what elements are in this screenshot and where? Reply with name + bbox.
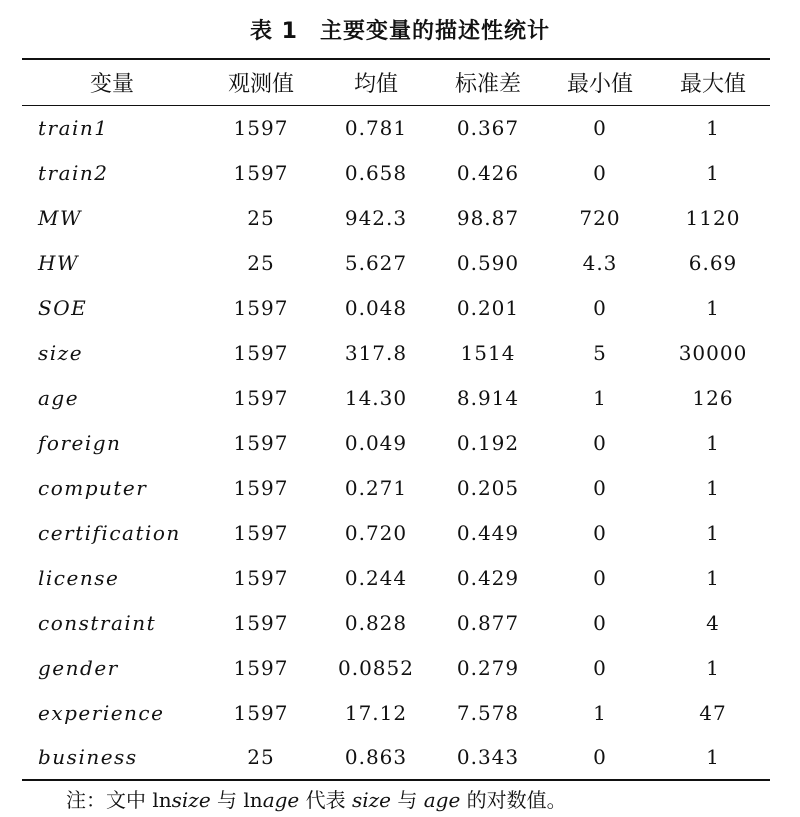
table-row: [22, 555, 770, 600]
table-row: [22, 510, 770, 555]
cell-observations: 1597: [233, 340, 289, 365]
cell-min: 0: [593, 115, 607, 140]
cell-max: 1: [706, 430, 720, 455]
header-variable: 变量: [22, 59, 202, 105]
table-row: [22, 195, 770, 240]
cell-max: 1: [706, 160, 720, 185]
cell-observations: 1597: [233, 610, 289, 635]
cell-max: 1: [706, 295, 720, 320]
cell-variable: computer: [38, 475, 148, 500]
cell-observations: 1597: [233, 160, 289, 185]
cell-std-dev: 0.201: [456, 295, 520, 320]
table-row: [22, 150, 770, 195]
table-footnote: [66, 784, 567, 813]
table-row: [22, 465, 770, 510]
cell-mean: 0.0852: [338, 655, 414, 680]
note-prefix: 注：文中 ln: [66, 788, 172, 812]
cell-mean: 0.244: [344, 565, 408, 590]
cell-min: 0: [593, 295, 607, 320]
cell-mean: 0.271: [344, 475, 408, 500]
cell-variable: HW: [38, 250, 79, 275]
cell-mean: 317.8: [344, 340, 408, 365]
cell-min: 1: [593, 700, 607, 725]
cell-observations: 25: [247, 250, 275, 275]
cell-mean: 0.658: [344, 160, 408, 185]
cell-std-dev: 0.279: [456, 655, 520, 680]
table-row: [22, 735, 770, 780]
cell-min: 720: [579, 205, 621, 230]
cell-observations: 1597: [233, 115, 289, 140]
header-max: 最大值: [656, 59, 770, 105]
table-row: [22, 285, 770, 330]
cell-max: 6.69: [688, 250, 738, 275]
note-suffix: 的对数值。: [460, 788, 567, 812]
cell-mean: 0.828: [344, 610, 408, 635]
cell-mean: 0.048: [344, 295, 408, 320]
cell-std-dev: 0.449: [456, 520, 520, 545]
cell-variable: train1: [38, 115, 109, 140]
cell-min: 5: [593, 340, 607, 365]
header-std-dev: 标准差: [432, 59, 544, 105]
table-caption: [0, 14, 800, 45]
cell-observations: 1597: [233, 295, 289, 320]
cell-max: 1: [706, 475, 720, 500]
cell-max: 1: [706, 520, 720, 545]
cell-observations: 1597: [233, 565, 289, 590]
cell-variable: experience: [38, 700, 165, 725]
cell-std-dev: 98.87: [456, 205, 520, 230]
cell-std-dev: 1514: [460, 340, 516, 365]
cell-max: 1: [706, 115, 720, 140]
cell-variable: SOE: [38, 295, 88, 320]
cell-min: 0: [593, 520, 607, 545]
note-var-size: size: [171, 788, 211, 812]
cell-min: 4.3: [582, 250, 618, 275]
cell-observations: 25: [247, 205, 275, 230]
table-row: [22, 240, 770, 285]
table-header: [22, 59, 770, 105]
cell-std-dev: 0.426: [456, 160, 520, 185]
header-mean: 均值: [320, 59, 432, 105]
cell-max: 1: [656, 735, 770, 780]
cell-min: 0: [593, 475, 607, 500]
cell-min: 0: [593, 565, 607, 590]
cell-variable: size: [38, 340, 84, 365]
cell-std-dev: 0.367: [456, 115, 520, 140]
table-row: [22, 600, 770, 645]
cell-std-dev: 0.205: [456, 475, 520, 500]
note-var-age: age: [423, 788, 461, 812]
cell-variable: business: [22, 735, 202, 780]
descriptive-statistics-table: [22, 58, 770, 781]
cell-max: 30000: [678, 340, 748, 365]
cell-std-dev: 0.877: [456, 610, 520, 635]
cell-std-dev: 0.192: [456, 430, 520, 455]
table-title: 主要变量的描述性统计: [319, 19, 550, 44]
cell-max: 47: [699, 700, 727, 725]
table-row: [22, 375, 770, 420]
table-row: [22, 690, 770, 735]
cell-std-dev: 7.578: [456, 700, 520, 725]
cell-std-dev: 0.429: [456, 565, 520, 590]
cell-mean: 0.863: [320, 735, 432, 780]
cell-max: 126: [692, 385, 734, 410]
table-row: [22, 105, 770, 150]
table-row: [22, 420, 770, 465]
cell-observations: 1597: [233, 520, 289, 545]
cell-variable: constraint: [38, 610, 157, 635]
table-number: 表 1: [250, 19, 298, 44]
cell-mean: 0.720: [344, 520, 408, 545]
cell-variable: gender: [38, 655, 119, 680]
cell-variable: foreign: [38, 430, 122, 455]
header-row: [22, 59, 770, 105]
cell-mean: 14.30: [344, 385, 408, 410]
cell-mean: 942.3: [344, 205, 408, 230]
note-text: 与 ln: [210, 788, 263, 812]
cell-mean: 0.049: [344, 430, 408, 455]
cell-max: 4: [706, 610, 720, 635]
header-min: 最小值: [544, 59, 656, 105]
cell-variable: MW: [38, 205, 83, 230]
cell-min: 1: [593, 385, 607, 410]
cell-max: 1: [706, 655, 720, 680]
cell-variable: train2: [38, 160, 109, 185]
cell-variable: license: [38, 565, 120, 590]
cell-std-dev: 8.914: [456, 385, 520, 410]
cell-min: 0: [593, 655, 607, 680]
cell-variable: certification: [38, 520, 181, 545]
cell-mean: 0.781: [344, 115, 408, 140]
header-observations: 观测值: [202, 59, 320, 105]
table-row: [22, 645, 770, 690]
cell-min: 0: [593, 610, 607, 635]
table-body: [22, 105, 770, 780]
cell-mean: 17.12: [344, 700, 408, 725]
cell-std-dev: 0.343: [432, 735, 544, 780]
cell-min: 0: [593, 430, 607, 455]
cell-max: 1: [706, 565, 720, 590]
note-var-age: age: [262, 788, 300, 812]
note-text: 代表: [299, 788, 352, 812]
cell-observations: 1597: [233, 385, 289, 410]
cell-std-dev: 0.590: [456, 250, 520, 275]
cell-observations: 1597: [233, 655, 289, 680]
cell-min: 0: [593, 160, 607, 185]
cell-variable: age: [38, 385, 80, 410]
cell-observations: 1597: [233, 430, 289, 455]
cell-mean: 5.627: [344, 250, 408, 275]
cell-min: 0: [544, 735, 656, 780]
cell-max: 1120: [685, 205, 741, 230]
cell-observations: 1597: [233, 700, 289, 725]
cell-observations: 25: [202, 735, 320, 780]
note-var-size: size: [351, 788, 392, 812]
table-row: [22, 330, 770, 375]
cell-observations: 1597: [233, 475, 289, 500]
note-text: 与: [391, 788, 424, 812]
